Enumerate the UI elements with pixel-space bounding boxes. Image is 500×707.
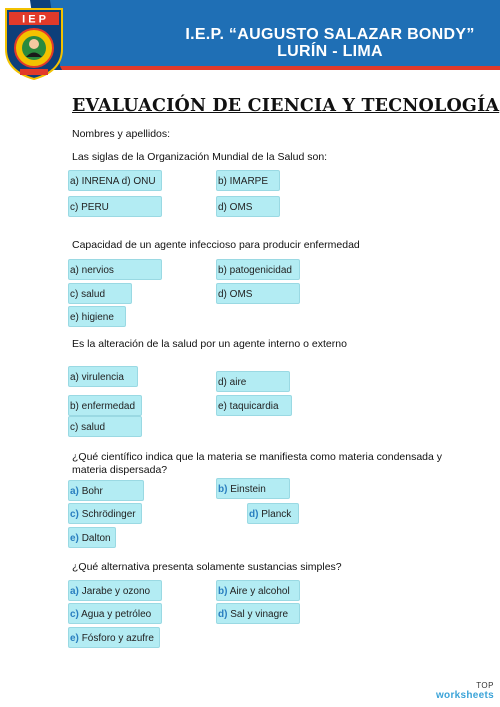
q1-option-a[interactable]: a) INRENA d) ONU [68,170,162,191]
q5-option-e-label: Fósforo y azufre [81,633,154,644]
question-4 [72,451,442,477]
q3-option-e[interactable]: e) taquicardia [216,395,292,416]
q4-option-a-label: Bohr [81,486,103,497]
q2-option-b[interactable]: b) patogenicidad [216,259,300,280]
q4-option-b-letter: b) [218,484,228,495]
name-label: Nombres y apellidos: [72,128,171,140]
q5-option-d-label: Sal y vinagre [230,609,289,620]
school-name [170,26,490,60]
q4-option-d-label: Planck [261,509,292,520]
q4-option-c-label: Schrödinger [81,509,136,520]
question-4-line-1: ¿Qué científico indica que la materia se manifiesta como materia condensada y [72,451,443,463]
q2-option-d[interactable]: d) OMS [216,283,300,304]
page-title: EVALUACIÓN DE CIENCIA Y TECNOLOGÍA [72,96,500,116]
q1-option-d[interactable]: d) OMS [216,196,280,217]
q1-option-b[interactable]: b) IMARPE [216,170,280,191]
brand-worksheets: worksheets [435,690,494,701]
q5-option-b-letter: b) [218,586,228,597]
q4-option-d-letter: d) [249,509,259,520]
q5-option-e[interactable] [68,627,160,648]
q4-option-e-letter: e) [70,533,79,544]
q5-option-c-label: Agua y petróleo [81,609,152,620]
q2-option-c[interactable]: c) salud [68,283,132,304]
school-location: LURÍN - LIMA [277,43,383,60]
q4-option-a-letter: a) [70,486,79,497]
question-3: Es la alteración de la salud por un agente interno o externo [72,338,347,350]
q5-option-b-label: Aire y alcohol [229,586,290,597]
q5-option-e-letter: e) [70,633,79,644]
q5-option-c[interactable] [68,603,162,624]
q2-option-a[interactable]: a) nervios [68,259,162,280]
q1-option-c[interactable]: c) PERU [68,196,162,217]
q5-option-a-letter: a) [70,586,79,597]
q4-option-c[interactable] [68,503,142,524]
q5-option-d[interactable] [216,603,300,624]
brand-top: TOP [476,681,494,690]
header-banner [0,0,500,80]
q5-option-d-letter: d) [218,609,228,620]
school-name-line1: I.E.P. “AUGUSTO SALAZAR BONDY” [185,26,475,43]
portrait-icon [29,39,39,49]
q5-option-a-label: Jarabe y ozono [81,586,151,597]
q4-option-b-label: Einstein [230,484,266,495]
q3-option-a[interactable]: a) virulencia [68,366,138,387]
school-logo [3,5,65,81]
q5-option-a[interactable] [68,580,162,601]
q4-option-a[interactable] [68,480,144,501]
q4-option-b[interactable] [216,478,290,499]
q5-option-b[interactable] [216,580,300,601]
topworksheets-logo[interactable] [436,681,494,701]
logo-text: I E P [22,13,46,26]
q4-option-d[interactable] [247,503,299,524]
q5-option-c-letter: c) [70,609,79,620]
question-5: ¿Qué alternativa presenta solamente sustancias simples? [72,561,342,573]
q3-option-d[interactable]: d) aire [216,371,290,392]
question-4-line-2: materia dispersada? [72,464,168,476]
q4-option-e-label: Dalton [81,533,111,544]
q4-option-e[interactable] [68,527,116,548]
q3-option-c[interactable]: c) salud [68,416,142,437]
q2-option-e[interactable]: e) higiene [68,306,126,327]
q4-option-c-letter: c) [70,509,79,520]
question-1: Las siglas de la Organización Mundial de la Salud son: [72,151,328,163]
q3-option-b[interactable]: b) enfermedad [68,395,142,416]
question-2: Capacidad de un agente infeccioso para producir enfermedad [72,239,360,251]
